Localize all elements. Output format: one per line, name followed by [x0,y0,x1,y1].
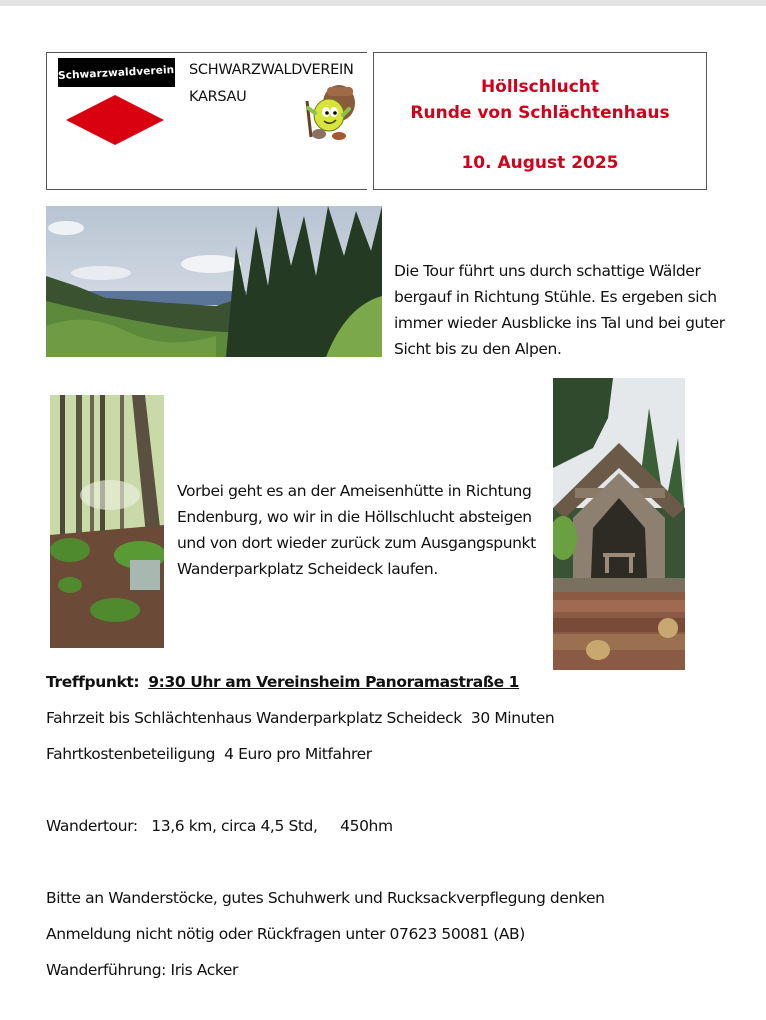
tour-date: 10. August 2025 [461,153,619,173]
header-club-box [46,52,367,190]
top-bar [0,0,766,6]
header-title-box [373,52,707,190]
description-paragraph-1: Die Tour führt uns durch schattige Wälder bergauf in Richtung Stühle. Es ergeben sich immer wieder Ausblicke ins Tal und bei guter Sicht bis zu den Alpen. [394,262,725,358]
drive-time: Fahrzeit bis Schlächtenhaus Wanderparkplatz Scheideck 30 Minuten [46,709,555,727]
title-line2: Runde von Schlächtenhaus [410,103,670,123]
hut-photo [553,378,685,670]
club-logo-badge [58,58,175,87]
meeting-value: 9:30 Uhr am Vereinsheim Panoramastraße 1 [148,673,520,691]
travel-cost: Fahrtkostenbeteiligung 4 Euro pro Mitfahrer [46,745,372,763]
meeting-point [46,673,519,691]
landscape-photo [46,206,382,357]
hiker-mascot-icon [297,83,359,141]
equipment-note: Bitte an Wanderstöcke, gutes Schuhwerk und Rucksackverpflegung denken [46,889,605,907]
tour-info: Wandertour: 13,6 km, circa 4,5 Std, 450hm [46,817,393,835]
logo-text: Schwarzwaldverein [58,63,175,82]
club-name-line1: SCHWARZWALDVEREIN [189,62,354,78]
red-diamond-icon [65,94,165,146]
tour-guide: Wanderführung: Iris Acker [46,961,238,979]
description-paragraph-2: Vorbei geht es an der Ameisenhütte in Richtung Endenburg, wo wir in die Höllschlucht absteigen und von dort wieder zurück zum Ausgangspunkt Wanderparkplatz Scheideck laufen. [177,482,536,578]
registration-note: Anmeldung nicht nötig oder Rückfragen unter 07623 50081 (AB) [46,925,525,943]
title-line1: Höllschlucht [480,77,600,97]
tour-title [374,53,706,189]
club-name-line2: KARSAU [189,89,247,105]
forest-photo [50,395,164,648]
meeting-label: Treffpunkt: [46,673,140,691]
